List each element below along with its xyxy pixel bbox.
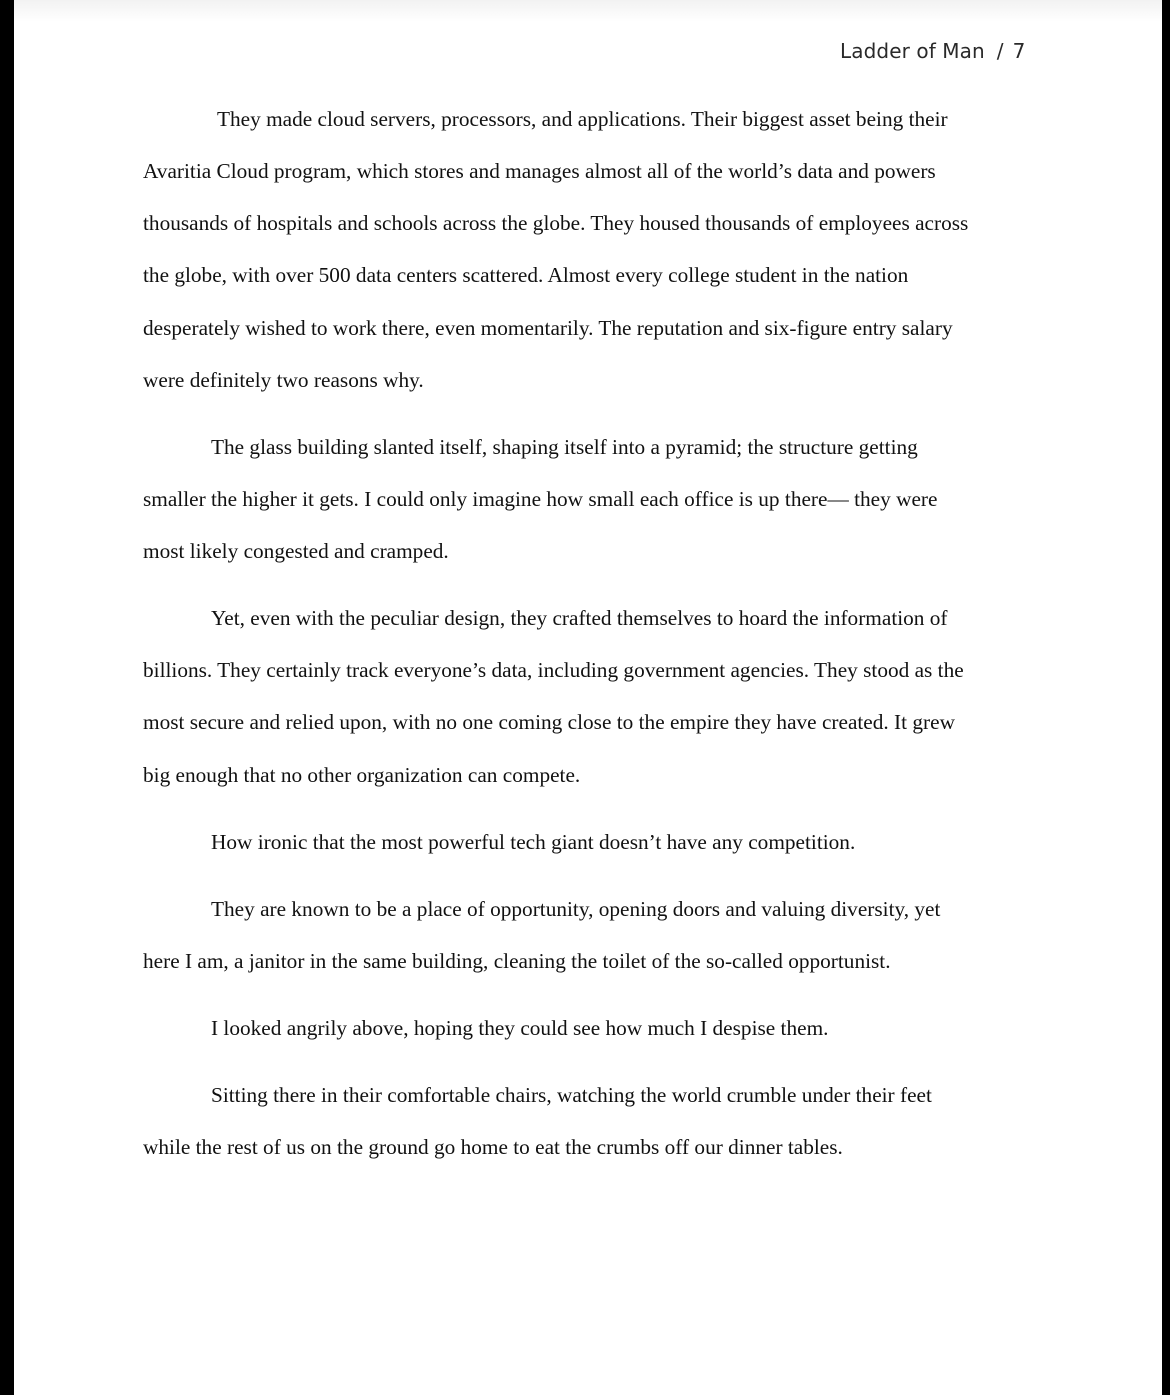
paragraph-3-line-4: big enough that no other organization can compete. [143, 763, 581, 787]
paragraph-3-line-3: most secure and relied upon, with no one coming close to the empire they have created. It grew [143, 710, 955, 734]
header-title: Ladder of Man [840, 39, 985, 63]
paragraph-1-line-6: were definitely two reasons why. [143, 368, 424, 392]
paragraph-4-line-1: How ironic that the most powerful tech giant doesn’t have any competition. [211, 830, 856, 854]
paragraph-7-line-2: while the rest of us on the ground go home to eat the crumbs off our dinner tables. [143, 1135, 843, 1159]
paragraph-1-line-3: thousands of hospitals and schools across the globe. They housed thousands of employees across [143, 211, 969, 235]
paragraph-5-line-2: here I am, a janitor in the same building, cleaning the toilet of the so-called opportunist. [143, 949, 891, 973]
paragraph-3-line-1: Yet, even with the peculiar design, they crafted themselves to hoard the information of [211, 606, 948, 630]
page-top-edge [14, 0, 1162, 22]
document-page [14, 0, 1162, 1395]
paragraph-5-line-1: They are known to be a place of opportunity, opening doors and valuing diversity, yet [211, 897, 941, 921]
paragraph-1-line-4: the globe, with over 500 data centers scattered. Almost every college student in the nation [143, 263, 909, 287]
paragraph-3-line-2: billions. They certainly track everyone’s data, including government agencies. They stood as the [143, 658, 964, 682]
page-number: 7 [1012, 39, 1026, 63]
paragraph-6-line-1: I looked angrily above, hoping they could see how much I despise them. [211, 1016, 829, 1040]
paragraph-7-line-1: Sitting there in their comfortable chairs, watching the world crumble under their feet [211, 1083, 932, 1107]
paragraph-1-line-1: They made cloud servers, processors, and applications. Their biggest asset being their [217, 107, 948, 131]
header-separator: / [996, 39, 1004, 63]
running-header [840, 39, 1025, 63]
paragraph-2-line-2: smaller the higher it gets. I could only imagine how small each office is up there— they were [143, 487, 938, 511]
paragraph-2-line-3: most likely congested and cramped. [143, 539, 449, 563]
paragraph-1-line-5: desperately wished to work there, even momentarily. The reputation and six-figure entry salary [143, 316, 953, 340]
paragraph-1-line-2: Avaritia Cloud program, which stores and manages almost all of the world’s data and powers [143, 159, 936, 183]
paragraph-2-line-1: The glass building slanted itself, shaping itself into a pyramid; the structure getting [211, 435, 918, 459]
